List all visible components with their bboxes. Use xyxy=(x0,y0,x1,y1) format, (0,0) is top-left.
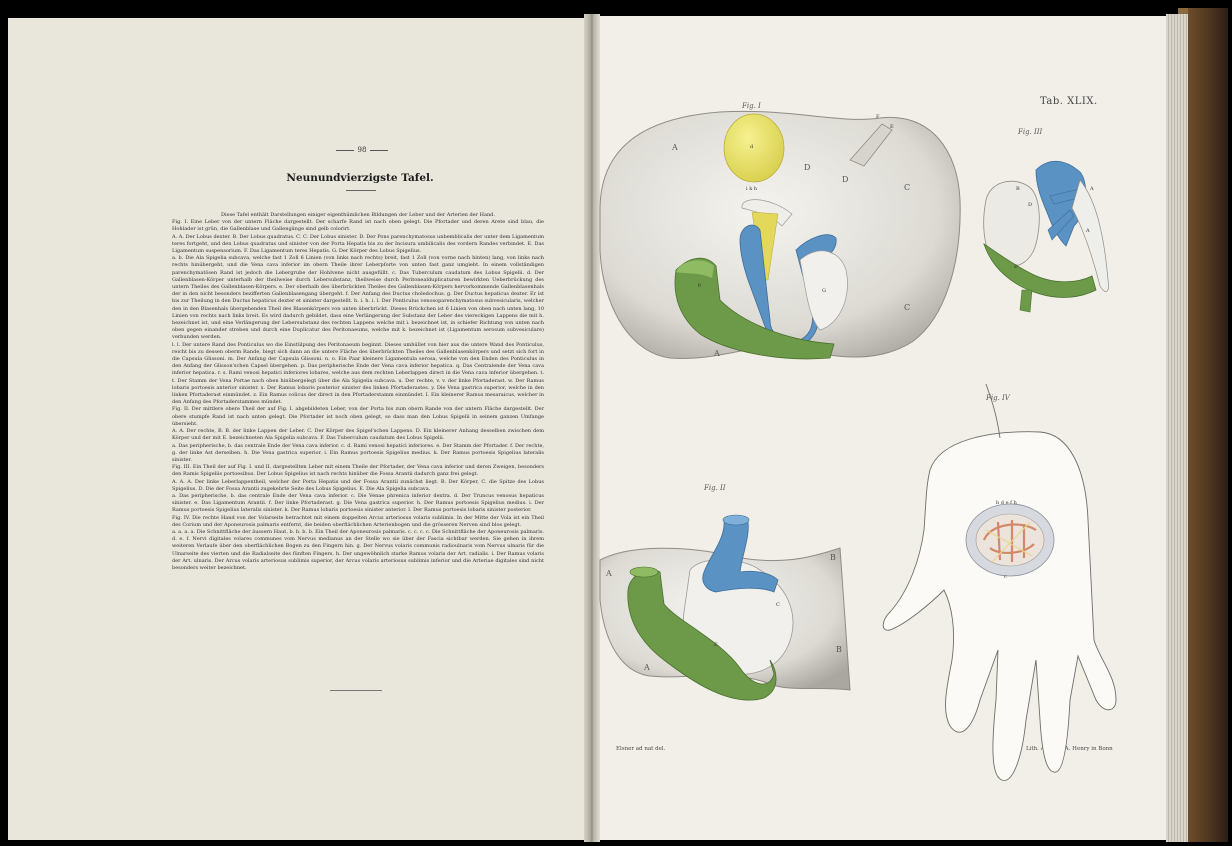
svg-text:F: F xyxy=(876,114,880,120)
paragraph: a. Das peripherische, b. das centrale Ende der Vena cava inferior. c. Die Venae phrenica inferior dextra. d. Der Truncus venosus hepaticus sinister. e. Das Ligamentum Arantii. f. Der linke Pfortaderast. g. Die Vena gastrica superior. h. Der Ramus portoesis Spigelius medius. i. Der Ramus portoesis Spigelius lateralis sinister. k. Der Ramus lobaris portoesis sinister anterior. l. Der Ramus portoesis lobaris sinister posterior. xyxy=(172,492,544,514)
svg-text:D: D xyxy=(804,163,811,172)
svg-text:A: A xyxy=(1086,228,1090,234)
svg-text:d: d xyxy=(750,144,754,150)
fig3-label: Fig. III xyxy=(1018,128,1043,136)
svg-text:B: B xyxy=(836,645,842,654)
svg-text:i k h: i k h xyxy=(746,186,758,192)
svg-text:A: A xyxy=(1090,186,1094,192)
paragraph: Fig. I. Eine Leber von der untern Fläche dargestellt. Der scharfe Rand ist nach oben gelegt. Die Pfortader und deren Arete sind blau, die Hohlader ist grün, die Gallenblase und Gallengänge sind gelb colorirt. xyxy=(172,219,544,233)
svg-text:B: B xyxy=(1016,186,1020,192)
svg-text:D: D xyxy=(842,175,849,184)
svg-text:D: D xyxy=(1028,202,1033,208)
artist-credit: Elsner ad nat del. xyxy=(616,746,666,752)
svg-text:b d e f h: b d e f h xyxy=(996,500,1017,506)
fig2-liver-illustration xyxy=(600,515,850,700)
fig2-label: Fig. II xyxy=(704,484,726,492)
svg-text:A: A xyxy=(672,143,678,152)
paragraph: a. Das peripherische, b. das centrale Ende der Vena cava inferior. c. d. Rami venosi hepatici inferiores. e. Der Stamm der Pfortader. f. Der rechte, g. der linke Ast derselben. h. Die Vena gastrica superior. i. Ein Ramus portoesis Spigelius medius. k. Der Ramus portoesis Spigelius lateralis sinister. xyxy=(172,442,544,463)
paragraph: A. A. A. Der linke Leberlappentheil, welcher der Porta Hepatis und der Fossa Arantii zunächst liegt. B. Der Körper, C. die Spitze des Lobus Spigelius. D. Die der Fossa Arantii zugekehrte Seite des Lobus Spigelius. E. Die Ala Spigelia subcava. xyxy=(172,478,544,492)
plate-label: Tab. XLIX. xyxy=(1040,96,1098,107)
svg-text:A: A xyxy=(606,569,612,578)
svg-text:B: B xyxy=(830,553,836,562)
page-title: Neunundvierzigste Tafel. xyxy=(286,172,434,184)
paragraph: A. A. Der rechte, B. B. der linke Lappen der Leber. C. Der Körper des Spigel'schen Lappens. D. Ein kleinerer Anhang desselben zwischen dem Körper und der mit E. bezeichneten Ala Spigelia subcava. F. Das Tuberculum caudatum des Lobus Spigelii. xyxy=(172,428,544,442)
svg-text:E: E xyxy=(890,124,894,130)
paragraph: l. l. Der untere Rand des Ponticulus wo die Einstülpung des Peritonaeum beginnt. Dieses umhüllet von hier aus die untere Wand des Ponticulus, reicht bis zu dessen oberm Rande, biegt sich dann an die untere Fläche des überbrückten Theiles des Gallenblasenkörpers und setzt sich fort in die Capsula Glissoni. m. Der Anfang der Capsula Glissoni. n. o. Ein Paar kleinere Ligamentula serosa, welche von den Enden des Ponticulus in den Anfang der Glisson'schen Capsel übergehen. p. Das peripherische Ende der Vena cava inferior hepatica. q. Das Centralende der Vena cava inferior hepatica. r. s. Rami venosi hepatici inferiores lobares, welche aus dem rechten Leberlappen direct in die Vena cava inferior übergehen. t. t. Der Stamm der Vena Portae nach oben hinübergelegt über die Ala Spigelia subcava. u. Der rechte, v. v. der linke Pfortaderast. w. Der Ramus lobaris portoesis anterior sinister. x. Der Ramus lobaris posterior sinister des linken Pfortaderastes. y. Die Vena gastrica superior, welche in den linken Pfortaderast einmündet. z. Ein Ramus colicus der direct in den Pfortaderstamm einmündet. I. Ein kleinerer Ramus mesaraicus, welcher in den Anfang des Pfortaderstammes mündet. xyxy=(172,341,544,406)
svg-text:p: p xyxy=(698,282,702,288)
paragraph: A. A. Der Lobus dexter. B. Der Lobus quadratus. C. C. Der Lobus sinister. D. Der Pons parenchymatosus unbemblicalis der unter dem Ligamentum teres fortgeht, und den Lobus quadratus und sinister von der Porta Hepatis bis zu der Incisura umbilicalis des vordern Randes verbindet. E. Das Ligamentum suspensorium. F. Das Ligamentum teres Hepatis. G. Der Körper des Lobus Spigelius. xyxy=(172,233,544,255)
svg-text:E: E xyxy=(714,642,718,648)
svg-text:c: c xyxy=(1004,574,1007,580)
svg-text:A: A xyxy=(714,349,720,358)
page-number: 98 xyxy=(330,146,394,154)
paragraph: a. a. a. a. Die Schnittfläche der äussern Haut. b. b. b. b. Ein Theil der Aponeurosis palmaris. c. c. c. c. Die Schnittfläche der Aponeurosis palmaris. d. e. f. Nervi digitales volares communes vom Nervus medianus an der Stelle wo sie über der Fascia sichtbar werden. Sie gehen in ihrem weiteren Verlaufe über den oberflächlichen Bogen zu den Fingern hin. g. Der Nervus volaris communis radioulnaris vom Nervus ulnaris für die Ulnarseite des vierten und die Radialseite des fünften Fingers. h. Der ungewöhnlich starke Ramus volaris der Art. radialis. i. Der Ramus volaris der Art. ulnaris. Der Arcus volaris arteriosus sublimis superior, der Arcus volaris arteriosus sublimis inferior und die Arteriae digitales sind nicht besonders weiter bezeichnet. xyxy=(172,528,544,571)
svg-text:A: A xyxy=(644,663,650,672)
svg-text:C: C xyxy=(776,602,780,608)
paragraph: Diese Tafel enthält Darstellungen einiger eigenthümlichen Bildungen der Leber und der Arterien der Hand. xyxy=(221,212,495,218)
svg-text:C: C xyxy=(904,303,911,312)
paragraph: Fig. III. Ein Theil der auf Fig. I. und II. dargestellten Leber mit einem Theile der Pfortader, der Vena cava inferior und deren Zweigen, besonders den Ramis Spigeliis portoesibus. Der Lobus Spigelius ist nach rechts hinüber die Fossa Arantii dadurch ganz frei gelegt. xyxy=(172,464,544,478)
svg-text:C: C xyxy=(904,183,911,192)
svg-text:E: E xyxy=(1014,264,1018,270)
svg-text:G: G xyxy=(822,288,826,294)
paragraph: Fig. II. Der mittlere obere Theil der auf Fig. I. abgebildeten Leber, von der Porta bis zum obern Rande von der untern Fläche dargestellt. Der obere stumpfe Rand ist nach unten gelegt. Die Pfortader ist noch oben gelegt, so dass man den Lobus Spigelii in seinem ganzen Umfange übersieht. xyxy=(172,406,544,427)
fig3-liver-illustration xyxy=(984,161,1109,312)
fig1-label: Fig. I xyxy=(742,102,761,110)
fig1-liver-illustration xyxy=(600,111,960,359)
lithographer-credit: Lith. Anstr. v. A. Henry in Bonn xyxy=(1026,746,1113,752)
paragraph: a. b. Die Ala Spigelia subcava, welche fast 1 Zoll 6 Linien (von links nach rechts) breit, fast 1 Zoll (von vorne nach hinten) lang, von links nach rechts hinübergeht, und die Vena cava inferior im obern Theile ihrer Leberpforte von unten fast ganz umgiebt. In einem vollständigen parenchymatösen Rand ist jedoch die Lebergrube der Hohlvene nicht ausgefüllt. c. Das Tuberculum caudatum des Lobus Spigelii. d. Der Gallenblasen-Körper unterhalb der theilweise durch Lebersubstanz, theilweise durch Peritonealduplicaturen bewirkten Ueberbrückung des untern Theiles des Gallenblasen-Körpers. e. Der oberhalb des überbrückten Theiles des Gallenblasen-Körpers hervorkommende Gallenblasenhals der in den nicht besonders bezifferten Gallenblasengang übergeht. f. Der Anfang des Ductus choledochus. g. Der Ductus hepaticus dexter. Er ist bis zur Theilung in den Ductus hepaticus dexter et sinister dargestellt. h. i. h. i. l. Der Ponticulus venosoparenchymatosus subvesicularis, welcher den in den Blasenhals übergehenden Theil des Blasenkörpers von unten überbrückt. Dieses Brückchen ist 6 Linien von oben nach unten lang, 10 Linien von rechts nach links breit. Es wird dadurch gebildet, dass eine Verlängerung der Substanz der Leber des viereckigen Lappens die mit h. bezeichnet ist, und eine Verlängerung der Lebersubstanz des rechten Lappens welche mit i. bezeichnet ist, in schiefer Richtung von unten nach oben gegen einander streben und durch eine Duplicatur des Peritonaeums, welche mit k. bezeichnet ist (Ligamentum serosum subvesiculare) verbunden werden. xyxy=(172,255,544,341)
paragraph: Fig. IV. Die rechte Hand von der Volarseite betrachtet mit einem doppelten Arcus arteriosus volaris sublimis. In der Mitte der Vola ist ein Theil des Corium und der Aponeurosis palmaris entfernt, die beiden oberflächlichen Arterienbogen und die grösseren Nerven sind blos gelegt. xyxy=(172,514,544,528)
fig4-label: Fig. IV xyxy=(986,394,1010,402)
fig4-hand-illustration xyxy=(883,384,1116,780)
